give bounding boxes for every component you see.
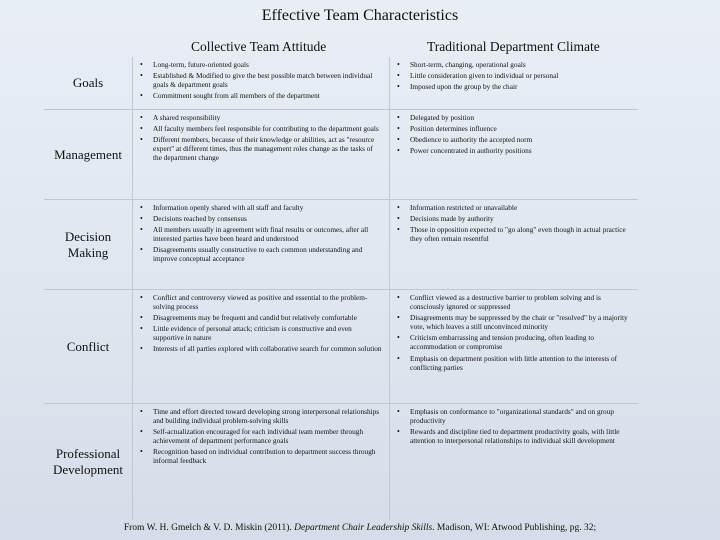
traditional-bullet-list [396,113,632,155]
collective-bullet-list [139,407,383,466]
list-item: • Power concentrated in authority positions [410,146,632,155]
list-item: • Decisions made by authority [410,214,632,223]
row-label: Decision Making [64,228,112,260]
collective-cell [132,57,389,109]
list-item: • Those in opposition expected to "go along" even though in actual practice they often remain resentful [410,225,632,243]
list-item: • Position determines influence [410,124,632,133]
table-row [44,403,638,520]
collective-cell [132,110,389,199]
list-item: • Recognition based on individual contribution to department success through informal feedback [153,447,383,465]
collective-bullet-list [139,203,383,264]
list-item: • Emphasis on conformance to "organizational standards" and on group productivity [410,407,632,425]
collective-cell [132,290,389,403]
citation-authors: From W. H. Gmelch & V. D. Miskin (2011). [123,523,292,533]
traditional-bullet-list [396,407,632,445]
traditional-bullet-list [396,60,632,91]
collective-cell [132,404,389,520]
list-item: • Established & Modified to give the best possible match between individual goals & department goals [153,71,383,89]
traditional-cell [389,57,638,109]
row-label: Professional Development [52,446,124,477]
list-item: • Self-actualization encouraged for each individual team member through achievement of department performance goals [153,427,383,445]
column-header-traditional: Traditional Department Climate [427,39,600,54]
traditional-cell [389,110,638,199]
table-row [44,289,638,403]
list-item: • Criticism embarrassing and tension producing, often leading to accommodation or compromise [410,333,632,351]
list-item: • Disagreements may be suppressed by the chair or "resolved" by a majority vote, which leaves a still unconvinced minority [410,313,632,331]
collective-cell [132,200,389,289]
column-header-collective: Collective Team Attitude [191,39,327,54]
list-item: • Little consideration given to individual or personal [410,71,632,80]
list-item: • Different members, because of their knowledge or abilities, act as "resource expert" at different times, thus the management roles change as the tasks of the department change [153,135,383,162]
traditional-bullet-list [396,203,632,243]
list-item: • Delegated by position [410,113,632,122]
characteristics-table [44,57,638,520]
collective-bullet-list [139,293,383,354]
list-item: • Conflict viewed as a destructive barrier to problem solving and is consciously ignored or suppressed [410,293,632,311]
list-item: • Short-term, changing, operational goals [410,60,632,69]
list-item: • Disagreements may be frequent and candid but relatively comfortable [153,313,383,322]
list-item: • Rewards and discipline tied to department productivity goals, with little attention to interpersonal relationships to individual skill development [410,427,632,445]
traditional-cell [389,404,638,520]
list-item: • All members usually in agreement with final results or outcomes, after all interested parties have been heard and understood [153,225,383,243]
list-item: • Interests of all parties explored with collaborative search for common solution [153,344,383,353]
table-row [44,199,638,289]
citation-footer [0,523,720,533]
collective-bullet-list [139,113,383,162]
list-item: • Disagreements usually constructive to each common understanding and improve conceptual acceptance [153,245,383,263]
page-title: Effective Team Characteristics [261,7,459,24]
collective-bullet-list [139,60,383,100]
list-item: • Time and effort directed toward developing strong interpersonal relationships and building individual problem-solving skills [153,407,383,425]
list-item: • Long-term, future-oriented goals [153,60,383,69]
table-row [44,57,638,109]
list-item: • A shared responsibility [153,113,383,122]
row-label: Goals [72,75,104,90]
citation-book-title: Department Chair Leadership Skills [294,523,433,533]
list-item: • All faculty members feel responsible for contributing to the department goals [153,124,383,133]
list-item: • Conflict and controversy viewed as positive and essential to the problem-solving process [153,293,383,311]
traditional-cell [389,290,638,403]
list-item: • Obedience to authority the accepted norm [410,135,632,144]
list-item: • Emphasis on department position with little attention to the interests of conflicting parties [410,354,632,372]
list-item: • Information restricted or unavailable [410,203,632,212]
citation-publisher: . Madison, WI: Atwood Publishing, pg. 32; [432,523,597,533]
list-item: • Imposed upon the group by the chair [410,82,632,91]
list-item: • Little evidence of personal attack; criticism is constructive and even supportive in nature [153,324,383,342]
row-label: Conflict [66,338,110,354]
row-label: Management [54,146,122,162]
table-row [44,109,638,199]
list-item: • Commitment sought from all members of the department [153,91,383,100]
traditional-bullet-list [396,293,632,372]
traditional-cell [389,200,638,289]
list-item: • Information openly shared with all staff and faculty [153,203,383,212]
list-item: • Decisions reached by consensus [153,214,383,223]
